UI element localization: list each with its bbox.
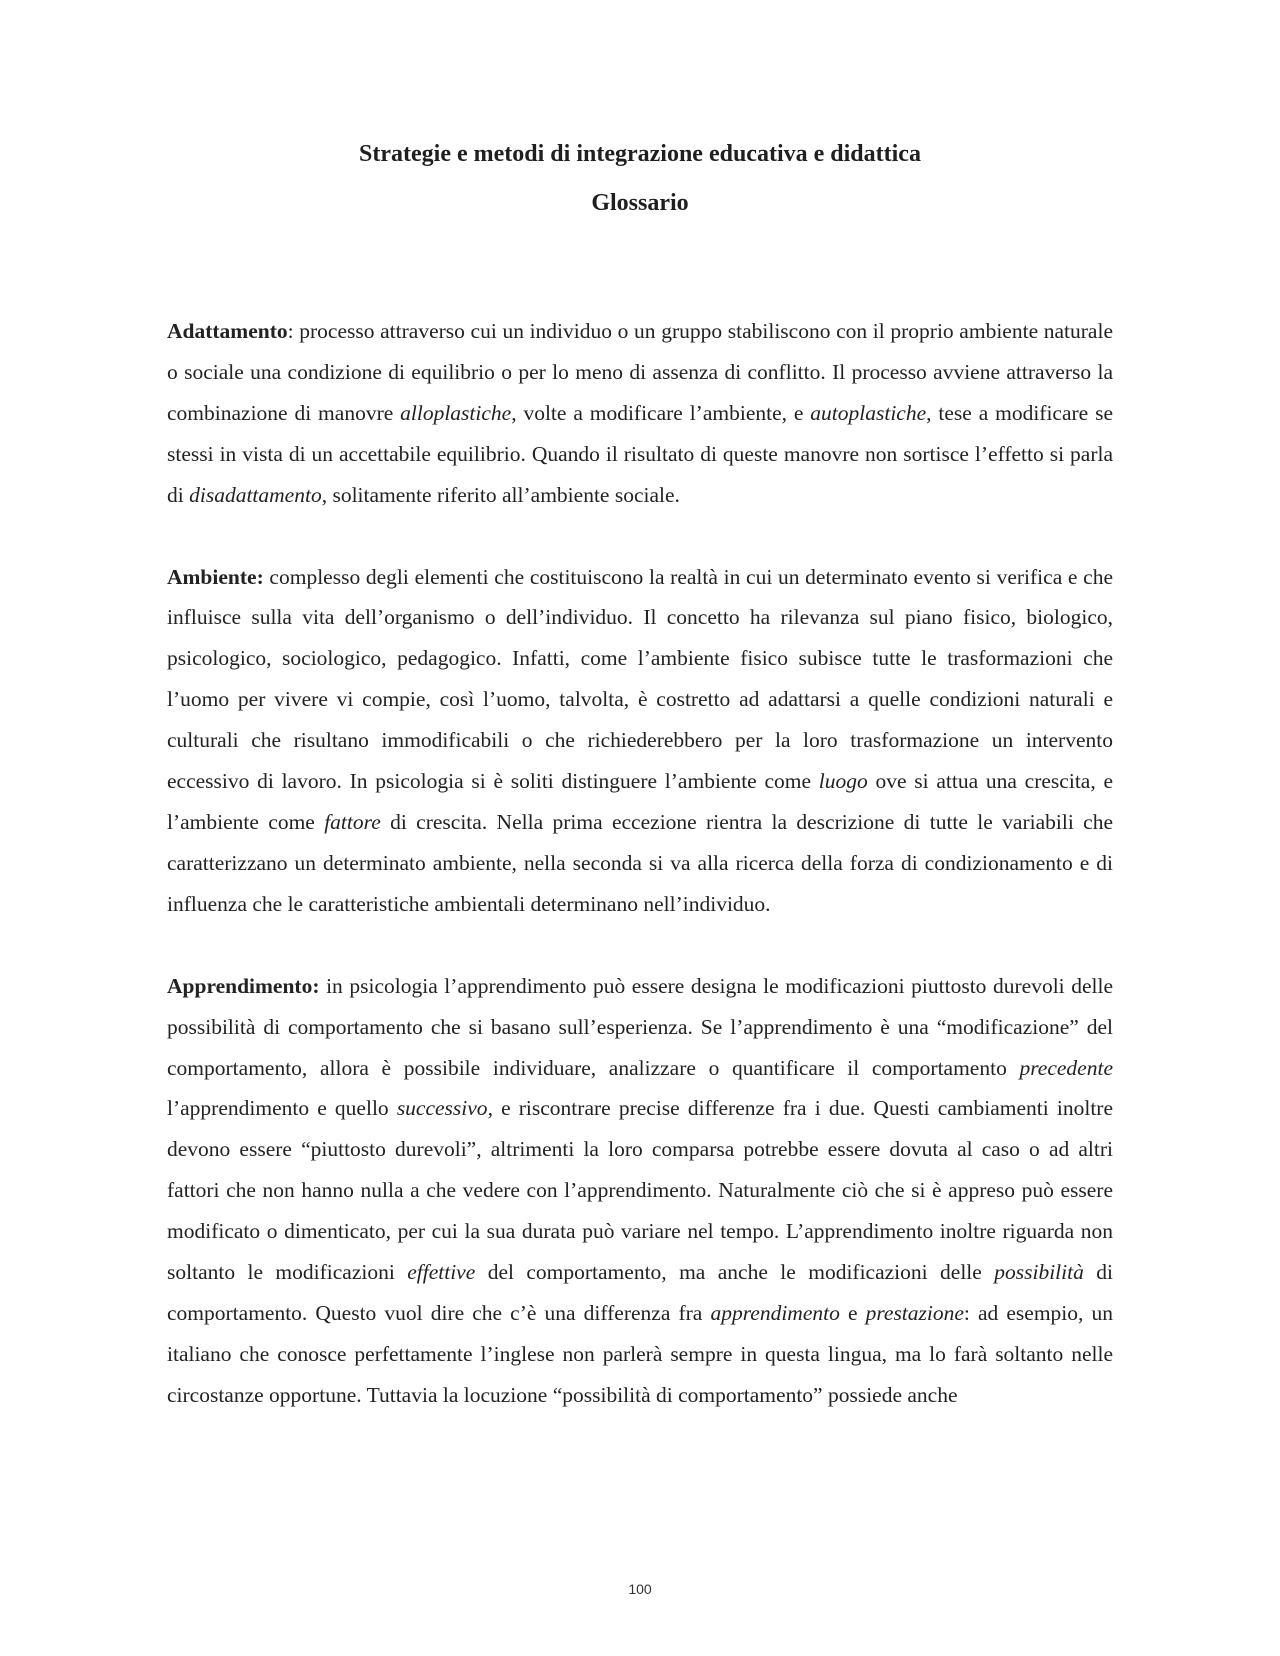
definition-text: : ad esempio, un italiano che conosce perfettamente l’inglese non parlerà sempre in questa lingua, ma lo farà soltanto nelle circostanze opportune. Tuttavia la locuzione “possibilità di comportamento” possiede anche <box>167 1300 1113 1407</box>
definition-text: del comportamento, ma anche le modificazioni delle <box>475 1260 995 1285</box>
glossary-entries <box>167 311 1113 1416</box>
definition-text: e <box>839 1300 866 1325</box>
definition-text: di comportamento. Questo vuol dire che c’è una differenza fra <box>167 1260 1113 1325</box>
glossary-entry-apprendimento <box>167 966 1113 1416</box>
definition-text: , volte a modificare l’ambiente, e <box>511 400 811 425</box>
definition-text: di crescita. Nella prima eccezione rientra la descrizione di tutte le variabili che caratterizzano un determinato ambiente, nella seconda si va alla ricerca della forza di condizionamento e di influenza che le caratteristiche ambientali determinano nell’individuo. <box>167 809 1113 916</box>
emphasis-text: successivo <box>396 1096 488 1121</box>
document-title: Strategie e metodi di integrazione educativa e didattica <box>359 141 921 167</box>
term-separator: : <box>287 319 294 343</box>
document-subtitle: Glossario <box>591 190 689 216</box>
glossary-term: Apprendimento: <box>167 973 320 998</box>
glossary-term: Ambiente: <box>167 564 264 589</box>
definition-text: ove si attua una crescita, e l’ambiente come <box>167 769 1113 834</box>
glossary-term: Adattamento <box>167 319 288 343</box>
emphasis-text: fattore <box>324 809 381 834</box>
emphasis-text: effettive <box>407 1260 476 1285</box>
definition-text: , solitamente riferito all’ambiente sociale. <box>321 482 680 507</box>
emphasis-text: alloplastiche <box>400 400 512 425</box>
definition-text: l’apprendimento e quello <box>167 1096 397 1121</box>
emphasis-text: possibilità <box>994 1260 1084 1285</box>
page-number: 100 <box>628 1581 652 1597</box>
glossary-entry-adattamento <box>167 311 1113 516</box>
glossary-entry-ambiente <box>167 557 1113 925</box>
definition-text: processo attraverso cui un individuo o un gruppo stabiliscono con il proprio ambiente naturale o sociale una condizione di equilibrio o per lo meno di assenza di conflitto. Il processo avviene attraverso la combinazione di manovre <box>167 319 1113 425</box>
definition-text: , e riscontrare precise differenze fra i due. Questi cambiamenti inoltre devono essere “piuttosto durevoli”, altrimenti la loro comparsa potrebbe essere dovuta al caso o ad altri fattori che non hanno nulla a che vedere con l’apprendimento. Naturalmente ciò che si è appreso può essere modificato o dimenticato, per cui la sua durata può variare nel tempo. L’apprendimento inoltre riguarda non soltanto le modificazioni <box>167 1096 1114 1285</box>
emphasis-text: precedente <box>1019 1055 1113 1080</box>
definition-text: in psicologia l’apprendimento può essere designa le modificazioni piuttosto durevoli delle possibilità di comportamento che si basano sull’esperienza. Se l’apprendimento è una “modificazione” del comportamento, allora è possibile individuare, analizzare o quantificare il comportamento <box>167 973 1113 1080</box>
emphasis-text: prestazione <box>865 1300 964 1325</box>
emphasis-text: disadattamento <box>189 482 322 507</box>
emphasis-text: luogo <box>818 769 868 794</box>
definition-text: complesso degli elementi che costituiscono la realtà in cui un determinato evento si verifica e che influisce sulla vita dell’organismo o dell’individuo. Il concetto ha rilevanza sul piano fisico, biologico, psicologico, sociologico, pedagogico. Infatti, come l’ambiente fisico subisce tutte le trasformazioni che l’uomo per vivere vi compie, così l’uomo, talvolta, è costretto ad adattarsi a quelle condizioni naturali e culturali che risultano immodificabili o che richiederebbero per la loro trasformazione un intervento eccessivo di lavoro. In psicologia si è soliti distinguere l’ambiente come <box>167 564 1113 794</box>
emphasis-text: autoplastiche <box>810 400 927 425</box>
definition-text: , tese a modificare se stessi in vista di un accettabile equilibrio. Quando il risultato di queste manovre non sortisce l’effetto si parla di <box>167 400 1113 507</box>
emphasis-text: apprendimento <box>710 1300 840 1325</box>
